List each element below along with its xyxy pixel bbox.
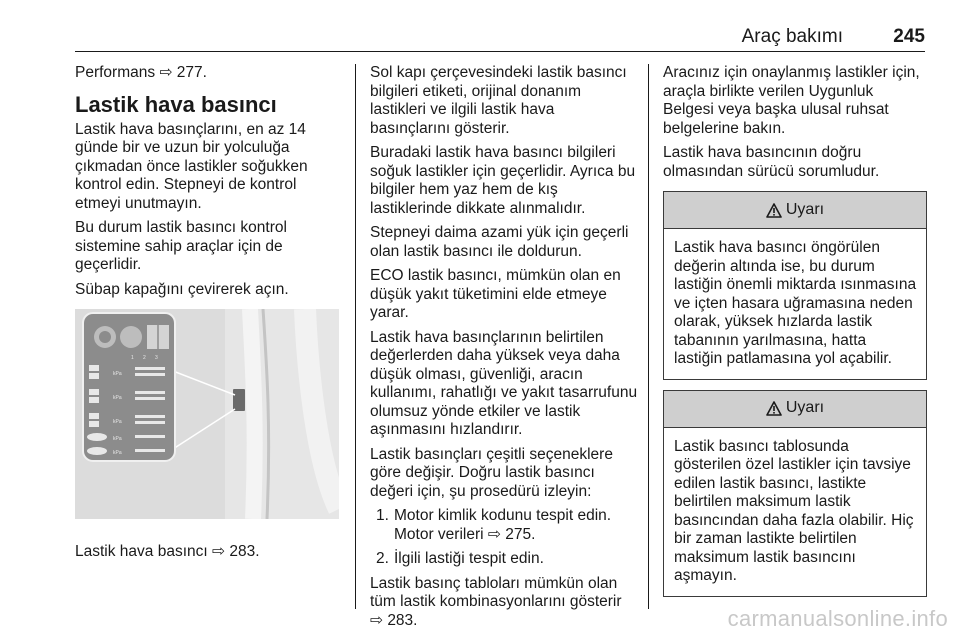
- page-header: [75, 22, 925, 52]
- kpa-label: kPa: [113, 436, 122, 442]
- warning-header: [664, 192, 926, 229]
- top-reference: Performans ⇨ 277.: [75, 64, 207, 81]
- paragraph: Lastik basınç tabloları mümkün olan tüm lastik kombinasyonlarını gösterir ⇨ 283.: [370, 574, 622, 629]
- paragraph: ECO lastik basıncı, mümkün olan en düşük yakıt tüketimini elde etmeye yarar.: [370, 267, 621, 321]
- caption-reference-link[interactable]: 283.: [229, 543, 260, 560]
- column-3: [663, 64, 927, 607]
- warning-triangle-icon: [766, 401, 782, 416]
- top-reference-link[interactable]: 277.: [176, 64, 207, 81]
- warning-header: [664, 391, 926, 428]
- column-1: [75, 64, 343, 568]
- warning-body: Lastik basıncı tablosunda gösterilen özel lastikler için tavsiye edilen lastik basıncı, lastikte belirtilen maksimum lastik basıncından daha fazla olabilir. Hiç bir zaman lastikte belirtilen maksimum lastik basıncını aşmayın.: [674, 437, 914, 584]
- tire-pressure-illustration: [75, 309, 339, 519]
- warning-box: [663, 390, 927, 597]
- procedure-steps: [370, 507, 638, 569]
- kpa-label: kPa: [113, 419, 122, 425]
- column-number: 3: [155, 355, 158, 361]
- header-rule: [75, 51, 925, 52]
- paragraph: Lastik hava basınçlarını, en az 14 günde bir ve uzun bir yolculuğa çıkmadan önce lastikler soğukken kontrol edin. Stepneyi de kontrol etmeyi unutmayın.: [75, 120, 308, 212]
- paragraph: Lastik basınçları çeşitli seçeneklere göre değişir. Doğru lastik basıncı değeri için, şu prosedürü izleyin:: [370, 445, 613, 500]
- table-reference-link[interactable]: 283.: [387, 611, 418, 629]
- step-reference-link[interactable]: 275.: [505, 525, 536, 543]
- warning-title: Uyarı: [785, 399, 825, 417]
- column-divider: [355, 64, 356, 609]
- column-divider: [648, 64, 649, 609]
- kpa-label: kPa: [113, 395, 122, 401]
- paragraph: Lastik hava basınçlarının belirtilen değerlerden daha yüksek veya daha düşük olması, güvenliği, aracın kullanımı, rahatlığı ve yakıt tasarrufunu olumsuz yönde etkiler ve lastik aşınmasını hızlandırır.: [370, 328, 638, 438]
- warning-triangle-icon: [766, 203, 782, 218]
- paragraph: Aracınız için onaylanmış lastikler için, araçla birlikte verilen Uygunluk Belgesi veya başka ulusal ruhsat belgelerine bakın.: [663, 64, 920, 137]
- tire-pressure-label-figure: [75, 309, 339, 519]
- paragraph: Sol kapı çerçevesindeki lastik basıncı bilgileri etiketi, orijinal donanım lastikleri ve ilgili lastik hava basınçlarını gösterir.: [370, 64, 627, 137]
- paragraph: Buradaki lastik hava basıncı bilgileri soğuk lastikler için geçerlidir. Ayrıca bu bilgiler hem yaz hem de kış lastiklerinde dikkate alınmalıdır.: [370, 144, 636, 217]
- column-number: 2: [143, 355, 146, 361]
- paragraph: Lastik hava basıncının doğru olmasından sürücü sorumludur.: [663, 144, 880, 180]
- paragraph: Sübap kapağını çevirerek açın.: [75, 280, 289, 298]
- page-number: 245: [893, 26, 925, 47]
- warning-body: Lastik hava basıncı öngörülen değerin altında ise, bu durum lastiğin önemli miktarda ısınmasına ve içten hasara uğramasına neden olarak, yüksek hızlarda lastik tabanının yarılmasına, hatta lastiğin patlamasına yol açabilir.: [674, 239, 917, 367]
- kpa-label: kPa: [113, 371, 122, 377]
- watermark: carmanualsonline.info: [727, 606, 948, 631]
- list-item: 2. İlgili lastiği tespit edin.: [376, 550, 544, 567]
- column-2: [370, 64, 638, 636]
- list-item: 1. Motor kimlik kodunu tespit edin. Motor verileri ⇨ 275.: [376, 507, 612, 543]
- reference-arrow-icon: ⇨: [159, 64, 173, 81]
- warning-title: Uyarı: [785, 200, 825, 218]
- paragraph: Bu durum lastik basıncı kontrol sistemine sahip araçlar için de geçerlidir.: [75, 219, 287, 273]
- section-heading: Lastik hava basıncı: [75, 91, 277, 117]
- warning-box: [663, 191, 927, 380]
- reference-arrow-icon: ⇨: [487, 525, 501, 543]
- paragraph: Stepneyi daima azami yük için geçerli olan lastik basıncı ile doldurun.: [370, 224, 629, 260]
- column-number: 1: [131, 355, 134, 361]
- section-title: Araç bakımı: [741, 26, 843, 47]
- reference-arrow-icon: ⇨: [370, 611, 383, 629]
- reference-arrow-icon: ⇨: [212, 543, 226, 560]
- kpa-label: kPa: [113, 450, 122, 456]
- figure-caption: Lastik hava basıncı ⇨ 283.: [75, 543, 260, 560]
